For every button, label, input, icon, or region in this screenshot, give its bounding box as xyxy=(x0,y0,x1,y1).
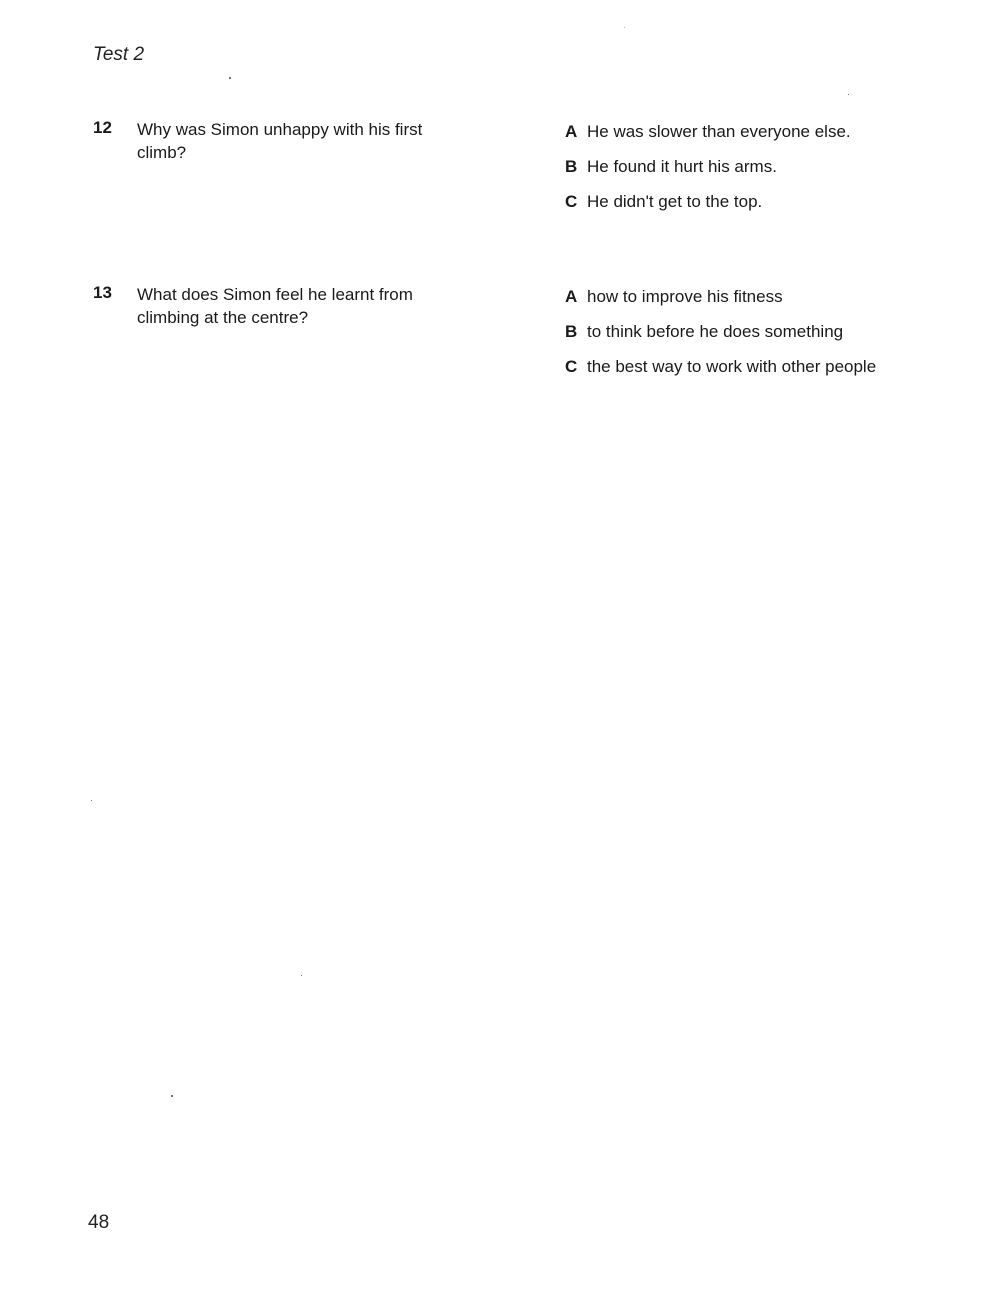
question-number: 12 xyxy=(93,118,112,137)
option-text: He was slower than everyone else. xyxy=(587,122,851,141)
page-header-title: Test 2 xyxy=(93,44,145,65)
option-a[interactable] xyxy=(565,285,885,308)
page-number: 48 xyxy=(88,1212,110,1233)
option-letter: C xyxy=(565,357,578,376)
scan-speck xyxy=(171,1095,173,1097)
option-text: He didn't get to the top. xyxy=(587,192,763,211)
option-c[interactable] xyxy=(565,190,885,213)
question-number: 13 xyxy=(93,283,112,302)
option-text: the best way to work with other people xyxy=(587,357,877,376)
scan-speck xyxy=(848,94,849,95)
scan-speck xyxy=(624,27,625,28)
option-letter: A xyxy=(565,122,578,141)
question-text: Why was Simon unhappy with his first climb? xyxy=(137,120,423,162)
option-text: He found it hurt his arms. xyxy=(587,157,777,176)
option-text: how to improve his fitness xyxy=(587,287,783,306)
scan-speck xyxy=(229,77,231,79)
option-c[interactable] xyxy=(565,355,885,378)
answer-options xyxy=(565,120,885,225)
option-letter: B xyxy=(565,157,578,176)
scan-speck xyxy=(91,800,92,801)
question-text: What does Simon feel he learnt from climbing at the centre? xyxy=(137,285,413,327)
answer-options xyxy=(565,285,885,390)
scan-speck xyxy=(301,975,302,976)
option-letter: A xyxy=(565,287,578,306)
option-text: to think before he does something xyxy=(587,322,844,341)
option-a[interactable] xyxy=(565,120,885,143)
option-letter: C xyxy=(565,192,578,211)
option-b[interactable] xyxy=(565,320,885,343)
option-letter: B xyxy=(565,322,578,341)
option-b[interactable] xyxy=(565,155,885,178)
